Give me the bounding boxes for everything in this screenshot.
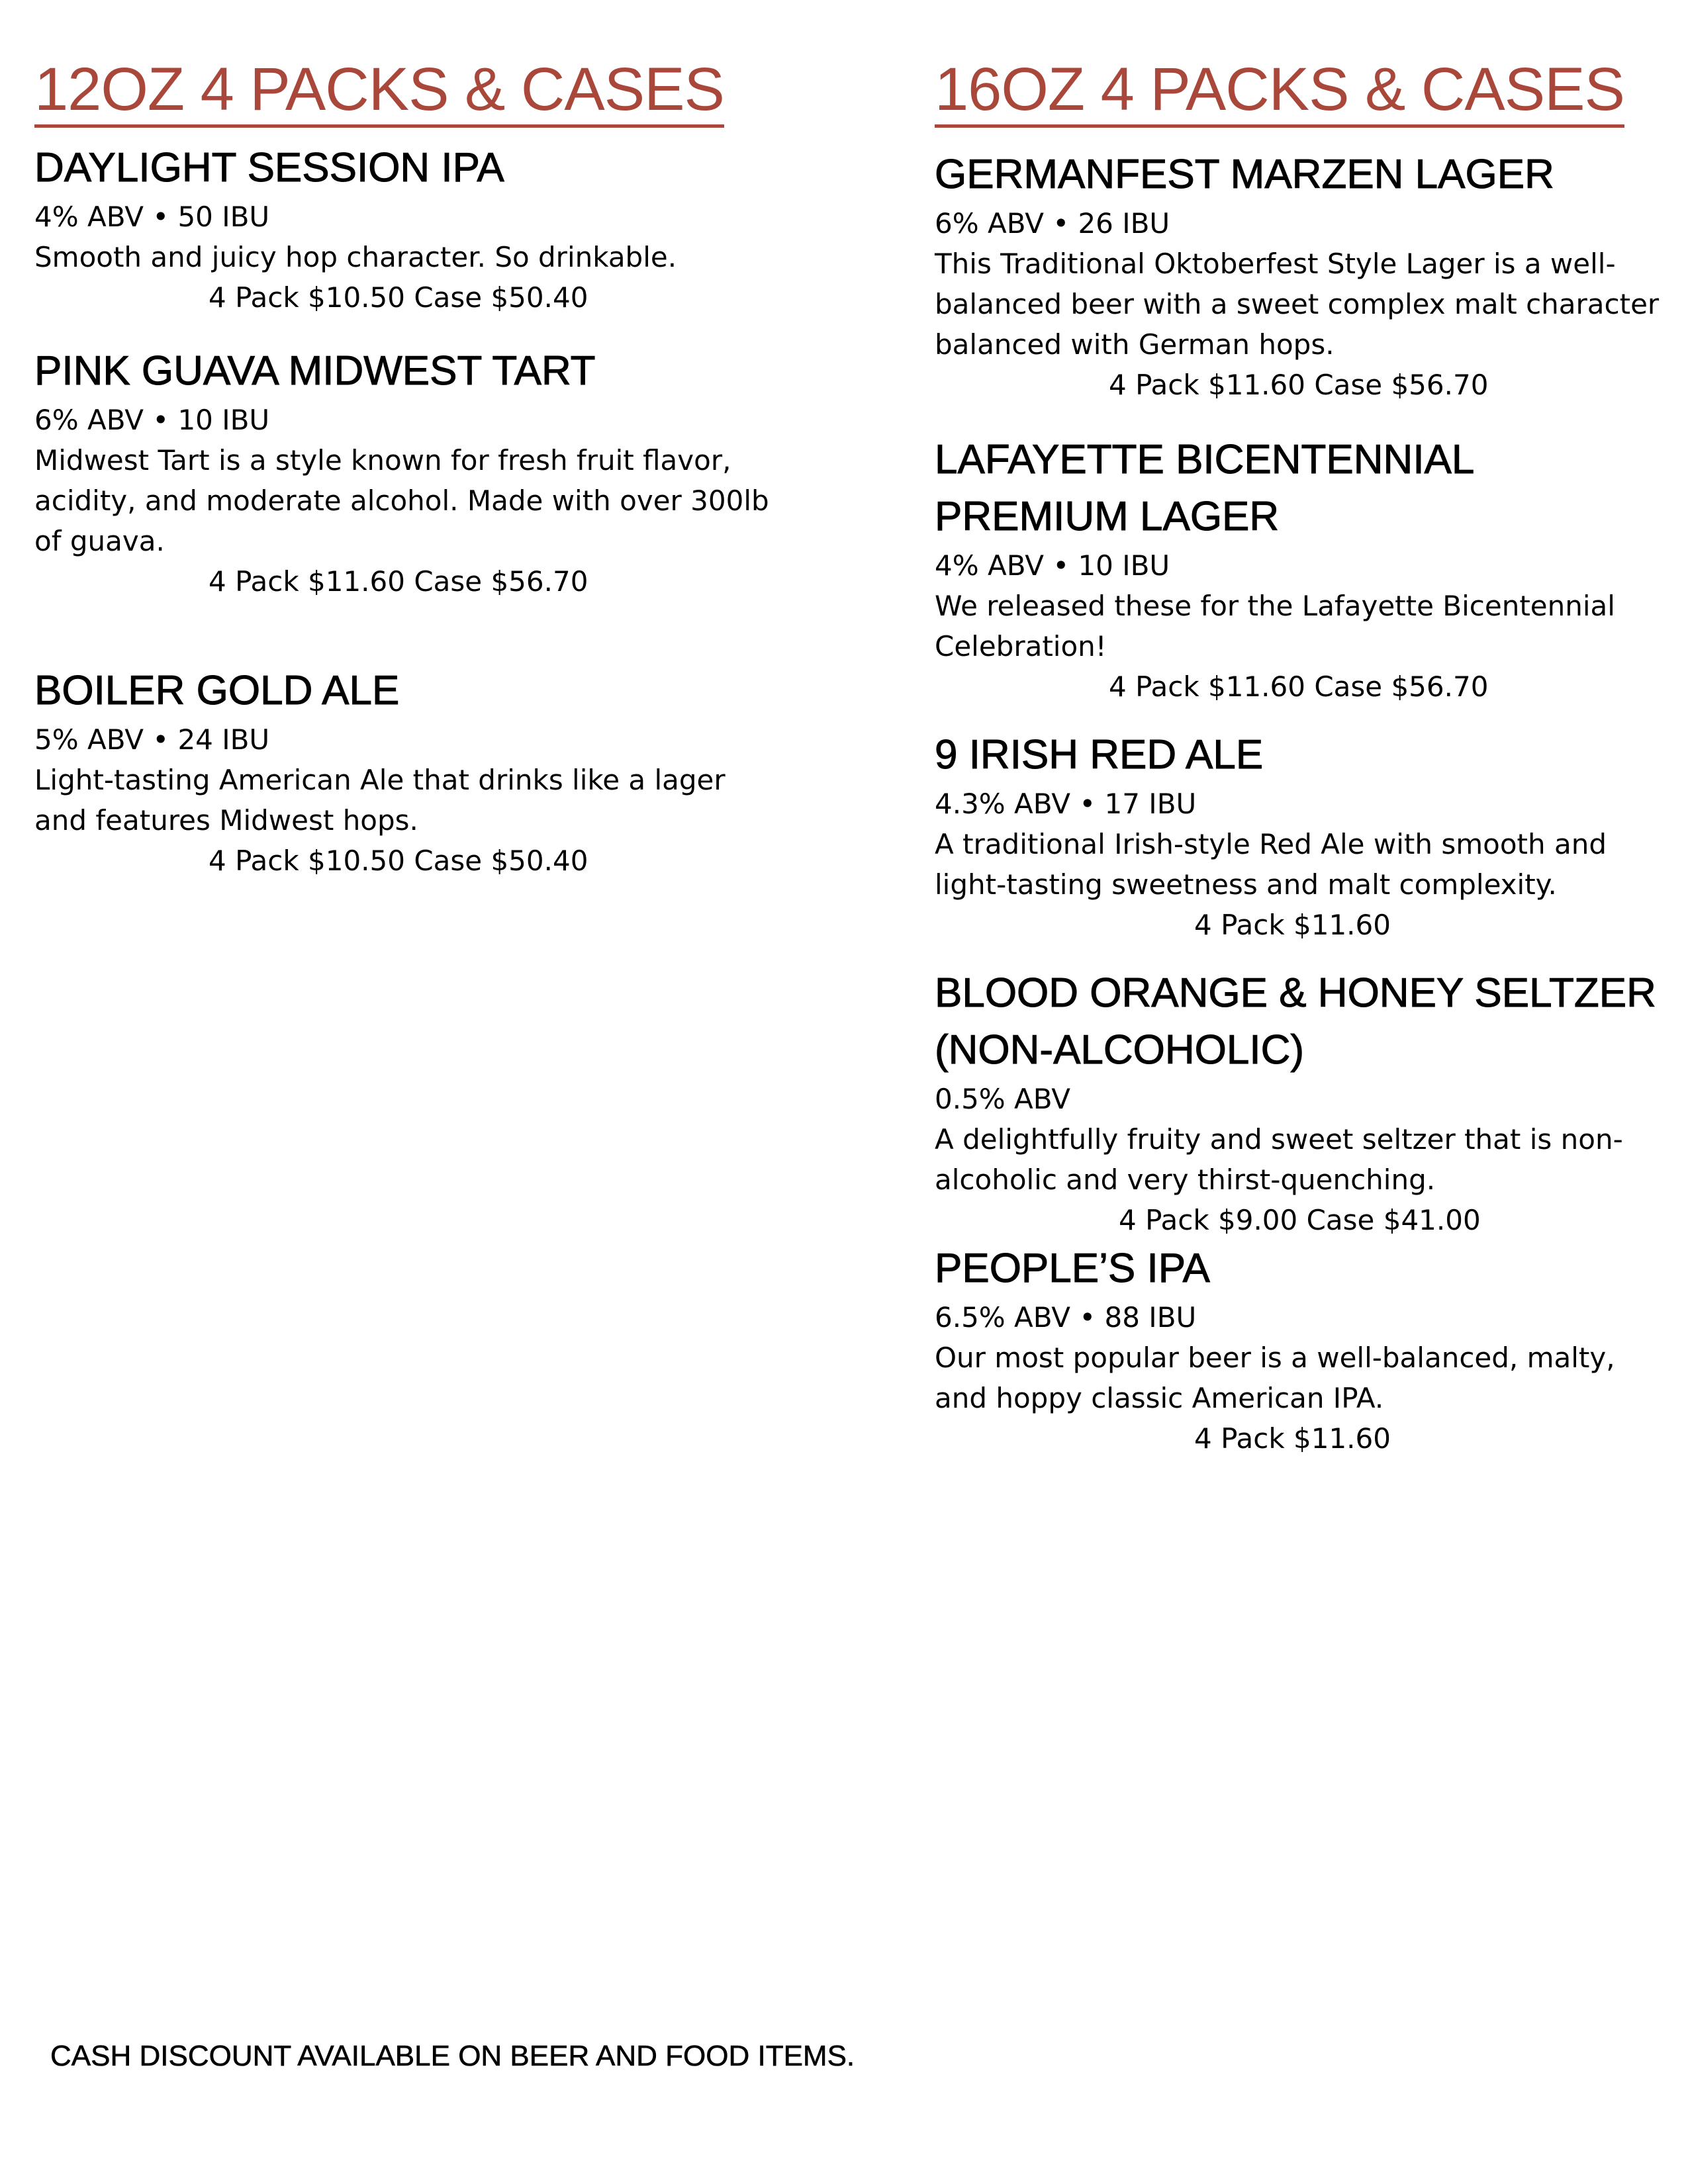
item-name: LAFAYETTE BICENTENNIAL PREMIUM LAGER (935, 437, 1474, 540)
item-description: Light-tasting American Ale that drinks like a lager and features Midwest hops. (34, 764, 726, 837)
menu-item-lafayette-bicentennial-premium-lager (935, 432, 1673, 707)
item-price: 4 Pack $11.60 Case $56.70 (1109, 670, 1489, 704)
item-stats: 6% ABV • 26 IBU (935, 207, 1170, 240)
item-stats: 6% ABV • 10 IBU (34, 404, 270, 437)
item-name: PEOPLE’S IPA (935, 1246, 1210, 1292)
menu-item-boiler-gold-ale (34, 662, 782, 881)
item-name: BLOOD ORANGE & HONEY SELTZER (NON-ALCOHOLIC) (935, 970, 1656, 1073)
item-description: Midwest Tart is a style known for fresh fruit flavor, acidity, and moderate alcohol. Made with over 300lb of guava. (34, 444, 769, 558)
item-stats: 5% ABV • 24 IBU (34, 723, 270, 756)
item-stats: 6.5% ABV • 88 IBU (935, 1301, 1197, 1334)
cash-discount-note: CASH DISCOUNT AVAILABLE ON BEER AND FOOD ITEMS. (50, 2040, 855, 2072)
item-price: 4 Pack $11.60 (1194, 909, 1391, 942)
menu-item-peoples-ipa (935, 1240, 1673, 1459)
item-price: 4 Pack $9.00 Case $41.00 (1119, 1204, 1481, 1237)
item-stats: 0.5% ABV (935, 1083, 1071, 1116)
menu-item-germanfest-marzen-lager (935, 146, 1673, 405)
menu-item-9-irish-red-ale (935, 727, 1673, 945)
item-description: A delightfully fruity and sweet seltzer that is non-alcoholic and very thirst-quenching. (935, 1123, 1623, 1197)
item-stats: 4% ABV • 50 IBU (34, 201, 270, 234)
section-title-12oz: 12OZ 4 PACKS & CASES (34, 56, 724, 128)
item-name: 9 IRISH RED ALE (935, 732, 1264, 778)
item-description: We released these for the Lafayette Bicentennial Celebration! (935, 590, 1615, 663)
item-price: 4 Pack $11.60 (1194, 1422, 1391, 1455)
item-description: A traditional Irish-style Red Ale with smooth and light-tasting sweetness and malt complexity. (935, 828, 1607, 901)
item-name: GERMANFEST MARZEN LAGER (935, 152, 1554, 198)
item-name: BOILER GOLD ALE (34, 668, 400, 714)
item-description: Our most popular beer is a well-balanced, malty, and hoppy classic American IPA. (935, 1342, 1615, 1415)
menu-item-blood-orange-honey-seltzer (935, 965, 1673, 1240)
item-price: 4 Pack $10.50 Case $50.40 (209, 281, 588, 314)
item-stats: 4% ABV • 10 IBU (935, 549, 1170, 582)
left-column (34, 56, 782, 881)
right-column (935, 56, 1673, 1459)
item-price: 4 Pack $10.50 Case $50.40 (209, 844, 588, 878)
section-title-16oz: 16OZ 4 PACKS & CASES (935, 56, 1624, 128)
item-name: PINK GUAVA MIDWEST TART (34, 348, 596, 394)
item-description: Smooth and juicy hop character. So drinkable. (34, 241, 677, 274)
item-stats: 4.3% ABV • 17 IBU (935, 788, 1197, 821)
item-description: This Traditional Oktoberfest Style Lager is a well-balanced beer with a sweet complex malt character balanced with German hops. (935, 248, 1660, 361)
item-name: DAYLIGHT SESSION IPA (34, 145, 504, 191)
item-price: 4 Pack $11.60 Case $56.70 (209, 565, 588, 598)
item-price: 4 Pack $11.60 Case $56.70 (1109, 369, 1489, 402)
menu-item-pink-guava-midwest-tart (34, 343, 782, 602)
menu-item-daylight-session-ipa (34, 140, 782, 318)
